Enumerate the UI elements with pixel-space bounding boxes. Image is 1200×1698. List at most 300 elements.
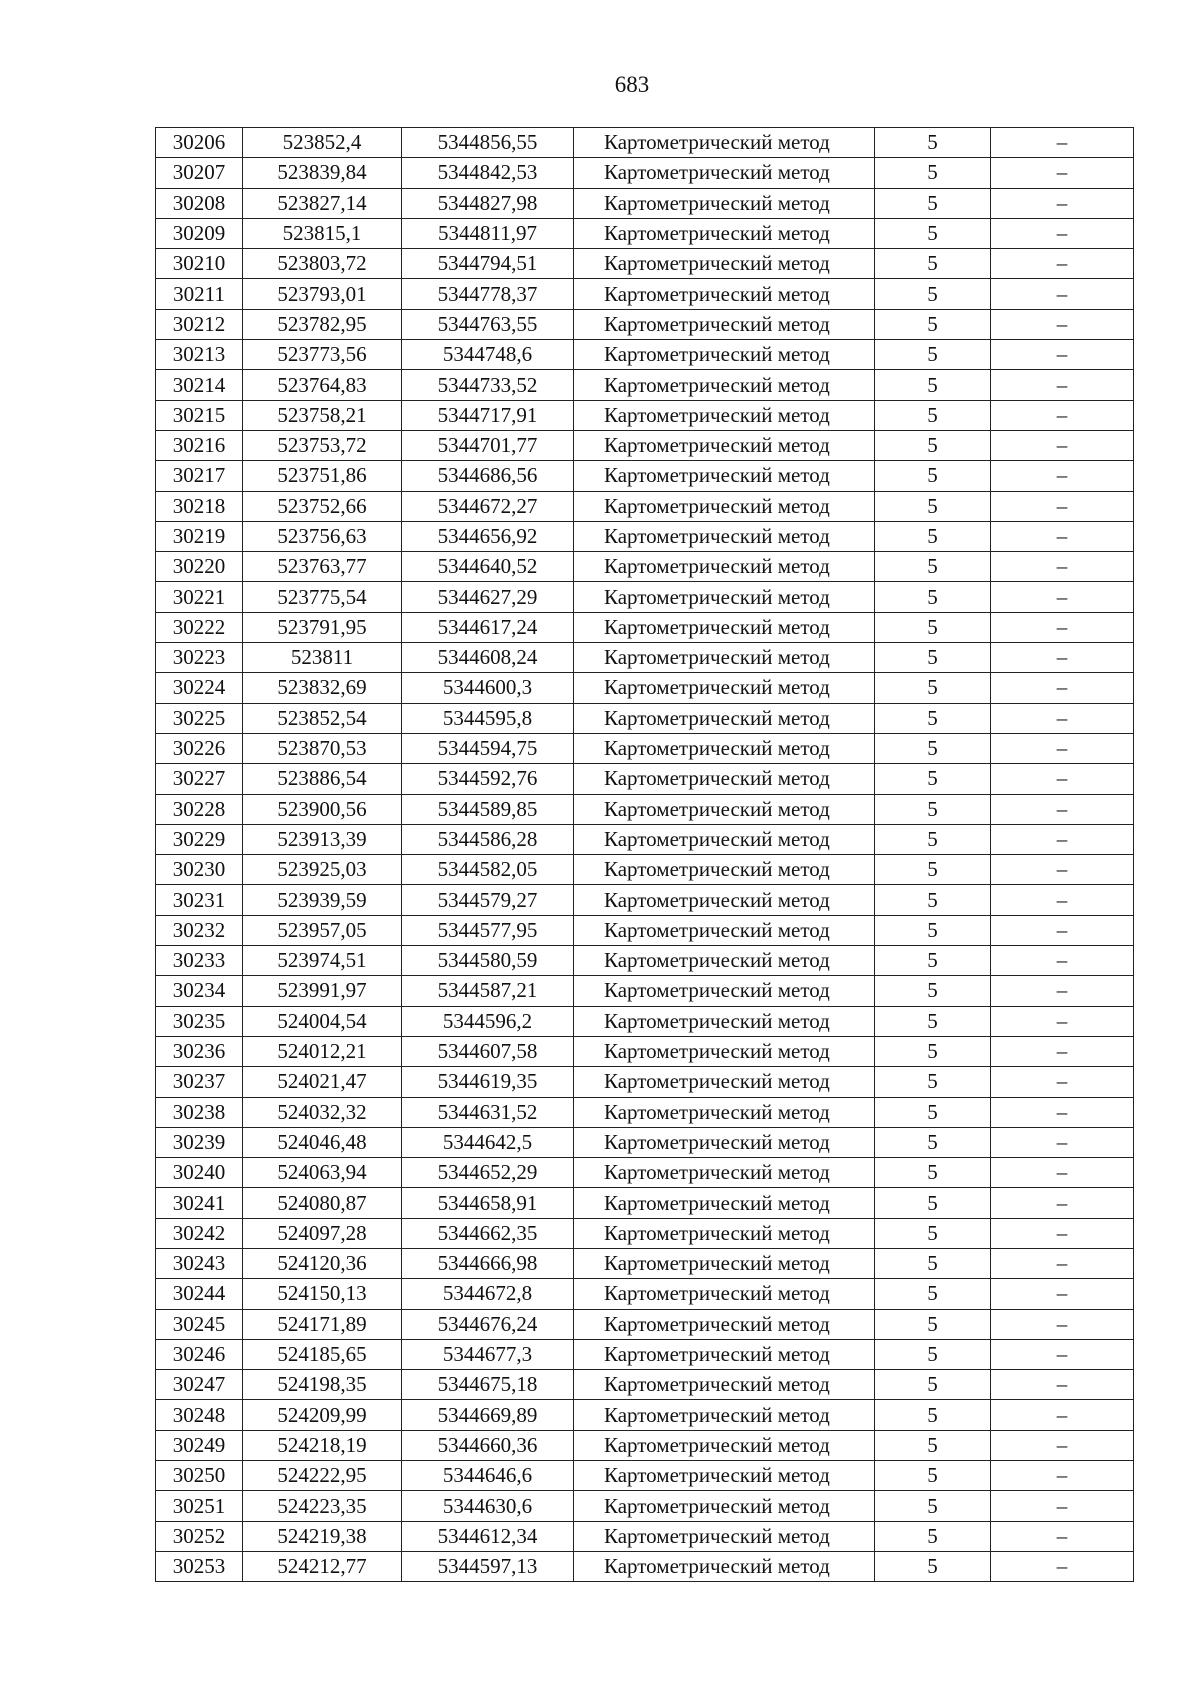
- table-row: [156, 1370, 1134, 1400]
- point-id-cell: 30226: [156, 733, 243, 763]
- method-cell: Картометрический метод: [574, 1400, 875, 1430]
- table-row: [156, 1521, 1134, 1551]
- note-cell: –: [991, 1036, 1134, 1066]
- accuracy-cell: 5: [875, 1067, 991, 1097]
- y-coordinate-cell: 5344586,28: [402, 824, 574, 854]
- x-coordinate-cell: 523758,21: [243, 400, 402, 430]
- table-row: [156, 673, 1134, 703]
- note-cell: –: [991, 733, 1134, 763]
- y-coordinate-cell: 5344630,6: [402, 1491, 574, 1521]
- y-coordinate-cell: 5344677,3: [402, 1339, 574, 1369]
- method-cell: Картометрический метод: [574, 158, 875, 188]
- accuracy-cell: 5: [875, 400, 991, 430]
- x-coordinate-cell: 524080,87: [243, 1188, 402, 1218]
- point-id-cell: 30245: [156, 1309, 243, 1339]
- table-row: [156, 733, 1134, 763]
- method-cell: Картометрический метод: [574, 1188, 875, 1218]
- note-cell: –: [991, 552, 1134, 582]
- x-coordinate-cell: 523803,72: [243, 249, 402, 279]
- point-id-cell: 30241: [156, 1188, 243, 1218]
- point-id-cell: 30229: [156, 824, 243, 854]
- method-cell: Картометрический метод: [574, 976, 875, 1006]
- point-id-cell: 30224: [156, 673, 243, 703]
- method-cell: Картометрический метод: [574, 188, 875, 218]
- table-row: [156, 218, 1134, 248]
- y-coordinate-cell: 5344597,13: [402, 1551, 574, 1581]
- x-coordinate-cell: 524171,89: [243, 1309, 402, 1339]
- x-coordinate-cell: 524209,99: [243, 1400, 402, 1430]
- point-id-cell: 30215: [156, 400, 243, 430]
- accuracy-cell: 5: [875, 1036, 991, 1066]
- note-cell: –: [991, 188, 1134, 218]
- x-coordinate-cell: 524097,28: [243, 1218, 402, 1248]
- x-coordinate-cell: 523991,97: [243, 976, 402, 1006]
- method-cell: Картометрический метод: [574, 218, 875, 248]
- y-coordinate-cell: 5344594,75: [402, 733, 574, 763]
- table-row: [156, 370, 1134, 400]
- table-row: [156, 400, 1134, 430]
- y-coordinate-cell: 5344580,59: [402, 946, 574, 976]
- note-cell: –: [991, 915, 1134, 945]
- y-coordinate-cell: 5344600,3: [402, 673, 574, 703]
- accuracy-cell: 5: [875, 915, 991, 945]
- x-coordinate-cell: 523791,95: [243, 612, 402, 642]
- point-id-cell: 30213: [156, 340, 243, 370]
- method-cell: Картометрический метод: [574, 552, 875, 582]
- x-coordinate-cell: 524219,38: [243, 1521, 402, 1551]
- accuracy-cell: 5: [875, 461, 991, 491]
- note-cell: –: [991, 612, 1134, 642]
- x-coordinate-cell: 523900,56: [243, 794, 402, 824]
- x-coordinate-cell: 524004,54: [243, 1006, 402, 1036]
- y-coordinate-cell: 5344595,8: [402, 703, 574, 733]
- table-row: [156, 1430, 1134, 1460]
- note-cell: –: [991, 128, 1134, 158]
- table-row: [156, 1218, 1134, 1248]
- note-cell: –: [991, 824, 1134, 854]
- point-id-cell: 30251: [156, 1491, 243, 1521]
- page-number: 683: [614, 72, 650, 97]
- note-cell: –: [991, 1006, 1134, 1036]
- note-cell: –: [991, 855, 1134, 885]
- point-id-cell: 30238: [156, 1097, 243, 1127]
- x-coordinate-cell: 523782,95: [243, 309, 402, 339]
- x-coordinate-cell: 523913,39: [243, 824, 402, 854]
- method-cell: Картометрический метод: [574, 1461, 875, 1491]
- method-cell: Картометрический метод: [574, 340, 875, 370]
- method-cell: Картометрический метод: [574, 279, 875, 309]
- method-cell: Картометрический метод: [574, 643, 875, 673]
- x-coordinate-cell: 523939,59: [243, 885, 402, 915]
- x-coordinate-cell: 523753,72: [243, 430, 402, 460]
- point-id-cell: 30214: [156, 370, 243, 400]
- point-id-cell: 30228: [156, 794, 243, 824]
- point-id-cell: 30233: [156, 946, 243, 976]
- accuracy-cell: 5: [875, 1400, 991, 1430]
- accuracy-cell: 5: [875, 1461, 991, 1491]
- accuracy-cell: 5: [875, 1521, 991, 1551]
- method-cell: Картометрический метод: [574, 1036, 875, 1066]
- y-coordinate-cell: 5344652,29: [402, 1158, 574, 1188]
- point-id-cell: 30232: [156, 915, 243, 945]
- table-row: [156, 461, 1134, 491]
- point-id-cell: 30219: [156, 521, 243, 551]
- accuracy-cell: 5: [875, 218, 991, 248]
- accuracy-cell: 5: [875, 643, 991, 673]
- accuracy-cell: 5: [875, 158, 991, 188]
- table-row: [156, 1097, 1134, 1127]
- accuracy-cell: 5: [875, 673, 991, 703]
- note-cell: –: [991, 1279, 1134, 1309]
- method-cell: Картометрический метод: [574, 855, 875, 885]
- accuracy-cell: 5: [875, 976, 991, 1006]
- point-id-cell: 30242: [156, 1218, 243, 1248]
- x-coordinate-cell: 523752,66: [243, 491, 402, 521]
- table-row: [156, 128, 1134, 158]
- method-cell: Картометрический метод: [574, 703, 875, 733]
- y-coordinate-cell: 5344666,98: [402, 1248, 574, 1278]
- accuracy-cell: 5: [875, 946, 991, 976]
- table-row: [156, 1491, 1134, 1521]
- y-coordinate-cell: 5344748,6: [402, 340, 574, 370]
- point-id-cell: 30250: [156, 1461, 243, 1491]
- accuracy-cell: 5: [875, 733, 991, 763]
- note-cell: –: [991, 1521, 1134, 1551]
- note-cell: –: [991, 1188, 1134, 1218]
- table-row: [156, 340, 1134, 370]
- accuracy-cell: 5: [875, 703, 991, 733]
- y-coordinate-cell: 5344672,8: [402, 1279, 574, 1309]
- point-id-cell: 30207: [156, 158, 243, 188]
- note-cell: –: [991, 643, 1134, 673]
- y-coordinate-cell: 5344656,92: [402, 521, 574, 551]
- note-cell: –: [991, 1430, 1134, 1460]
- x-coordinate-cell: 523811: [243, 643, 402, 673]
- table-row: [156, 1461, 1134, 1491]
- x-coordinate-cell: 523974,51: [243, 946, 402, 976]
- point-id-cell: 30217: [156, 461, 243, 491]
- note-cell: –: [991, 1370, 1134, 1400]
- table-row: [156, 885, 1134, 915]
- note-cell: –: [991, 1248, 1134, 1278]
- method-cell: Картометрический метод: [574, 582, 875, 612]
- x-coordinate-cell: 523957,05: [243, 915, 402, 945]
- accuracy-cell: 5: [875, 521, 991, 551]
- accuracy-cell: 5: [875, 1158, 991, 1188]
- table-row: [156, 855, 1134, 885]
- point-id-cell: 30221: [156, 582, 243, 612]
- note-cell: –: [991, 885, 1134, 915]
- accuracy-cell: 5: [875, 249, 991, 279]
- note-cell: –: [991, 1551, 1134, 1581]
- x-coordinate-cell: 524021,47: [243, 1067, 402, 1097]
- note-cell: –: [991, 703, 1134, 733]
- note-cell: –: [991, 1339, 1134, 1369]
- point-id-cell: 30222: [156, 612, 243, 642]
- accuracy-cell: 5: [875, 128, 991, 158]
- x-coordinate-cell: 524222,95: [243, 1461, 402, 1491]
- y-coordinate-cell: 5344701,77: [402, 430, 574, 460]
- table-row: [156, 249, 1134, 279]
- x-coordinate-cell: 524212,77: [243, 1551, 402, 1581]
- coordinates-table-body: [156, 128, 1134, 1582]
- y-coordinate-cell: 5344717,91: [402, 400, 574, 430]
- y-coordinate-cell: 5344617,24: [402, 612, 574, 642]
- method-cell: Картометрический метод: [574, 461, 875, 491]
- note-cell: –: [991, 1067, 1134, 1097]
- note-cell: –: [991, 279, 1134, 309]
- point-id-cell: 30220: [156, 552, 243, 582]
- accuracy-cell: 5: [875, 1006, 991, 1036]
- point-id-cell: 30212: [156, 309, 243, 339]
- accuracy-cell: 5: [875, 340, 991, 370]
- accuracy-cell: 5: [875, 309, 991, 339]
- y-coordinate-cell: 5344794,51: [402, 249, 574, 279]
- note-cell: –: [991, 430, 1134, 460]
- table-row: [156, 1279, 1134, 1309]
- method-cell: Картометрический метод: [574, 673, 875, 703]
- y-coordinate-cell: 5344608,24: [402, 643, 574, 673]
- method-cell: Картометрический метод: [574, 430, 875, 460]
- y-coordinate-cell: 5344778,37: [402, 279, 574, 309]
- method-cell: Картометрический метод: [574, 400, 875, 430]
- y-coordinate-cell: 5344596,2: [402, 1006, 574, 1036]
- accuracy-cell: 5: [875, 794, 991, 824]
- method-cell: Картометрический метод: [574, 612, 875, 642]
- accuracy-cell: 5: [875, 764, 991, 794]
- method-cell: Картометрический метод: [574, 794, 875, 824]
- point-id-cell: 30210: [156, 249, 243, 279]
- x-coordinate-cell: 523827,14: [243, 188, 402, 218]
- table-row: [156, 1006, 1134, 1036]
- point-id-cell: 30246: [156, 1339, 243, 1369]
- method-cell: Картометрический метод: [574, 1067, 875, 1097]
- point-id-cell: 30216: [156, 430, 243, 460]
- method-cell: Картометрический метод: [574, 1218, 875, 1248]
- table-row: [156, 946, 1134, 976]
- accuracy-cell: 5: [875, 582, 991, 612]
- accuracy-cell: 5: [875, 491, 991, 521]
- method-cell: Картометрический метод: [574, 1248, 875, 1278]
- y-coordinate-cell: 5344842,53: [402, 158, 574, 188]
- table-row: [156, 1158, 1134, 1188]
- note-cell: –: [991, 218, 1134, 248]
- method-cell: Картометрический метод: [574, 309, 875, 339]
- x-coordinate-cell: 523852,54: [243, 703, 402, 733]
- x-coordinate-cell: 523775,54: [243, 582, 402, 612]
- note-cell: –: [991, 370, 1134, 400]
- y-coordinate-cell: 5344607,58: [402, 1036, 574, 1066]
- y-coordinate-cell: 5344627,29: [402, 582, 574, 612]
- accuracy-cell: 5: [875, 430, 991, 460]
- note-cell: –: [991, 1158, 1134, 1188]
- x-coordinate-cell: 523839,84: [243, 158, 402, 188]
- method-cell: Картометрический метод: [574, 1158, 875, 1188]
- note-cell: –: [991, 521, 1134, 551]
- point-id-cell: 30252: [156, 1521, 243, 1551]
- x-coordinate-cell: 524150,13: [243, 1279, 402, 1309]
- table-row: [156, 794, 1134, 824]
- table-row: [156, 824, 1134, 854]
- x-coordinate-cell: 523815,1: [243, 218, 402, 248]
- accuracy-cell: 5: [875, 855, 991, 885]
- y-coordinate-cell: 5344811,97: [402, 218, 574, 248]
- method-cell: Картометрический метод: [574, 1521, 875, 1551]
- method-cell: Картометрический метод: [574, 1097, 875, 1127]
- accuracy-cell: 5: [875, 1218, 991, 1248]
- method-cell: Картометрический метод: [574, 733, 875, 763]
- method-cell: Картометрический метод: [574, 128, 875, 158]
- point-id-cell: 30209: [156, 218, 243, 248]
- y-coordinate-cell: 5344763,55: [402, 309, 574, 339]
- method-cell: Картометрический метод: [574, 885, 875, 915]
- table-row: [156, 1127, 1134, 1157]
- y-coordinate-cell: 5344675,18: [402, 1370, 574, 1400]
- note-cell: –: [991, 1127, 1134, 1157]
- note-cell: –: [991, 764, 1134, 794]
- accuracy-cell: 5: [875, 1491, 991, 1521]
- method-cell: Картометрический метод: [574, 491, 875, 521]
- x-coordinate-cell: 523832,69: [243, 673, 402, 703]
- method-cell: Картометрический метод: [574, 1370, 875, 1400]
- table-row: [156, 1551, 1134, 1581]
- note-cell: –: [991, 491, 1134, 521]
- table-row: [156, 612, 1134, 642]
- table-row: [156, 703, 1134, 733]
- method-cell: Картометрический метод: [574, 521, 875, 551]
- y-coordinate-cell: 5344660,36: [402, 1430, 574, 1460]
- accuracy-cell: 5: [875, 370, 991, 400]
- table-row: [156, 1339, 1134, 1369]
- x-coordinate-cell: 524120,36: [243, 1248, 402, 1278]
- x-coordinate-cell: 523852,4: [243, 128, 402, 158]
- accuracy-cell: 5: [875, 552, 991, 582]
- accuracy-cell: 5: [875, 188, 991, 218]
- y-coordinate-cell: 5344658,91: [402, 1188, 574, 1218]
- point-id-cell: 30218: [156, 491, 243, 521]
- table-row: [156, 552, 1134, 582]
- x-coordinate-cell: 524032,32: [243, 1097, 402, 1127]
- method-cell: Картометрический метод: [574, 1127, 875, 1157]
- accuracy-cell: 5: [875, 1188, 991, 1218]
- accuracy-cell: 5: [875, 1370, 991, 1400]
- point-id-cell: 30235: [156, 1006, 243, 1036]
- note-cell: –: [991, 1097, 1134, 1127]
- table-row: [156, 1309, 1134, 1339]
- note-cell: –: [991, 461, 1134, 491]
- point-id-cell: 30223: [156, 643, 243, 673]
- x-coordinate-cell: 523756,63: [243, 521, 402, 551]
- point-id-cell: 30249: [156, 1430, 243, 1460]
- x-coordinate-cell: 523870,53: [243, 733, 402, 763]
- note-cell: –: [991, 309, 1134, 339]
- y-coordinate-cell: 5344733,52: [402, 370, 574, 400]
- y-coordinate-cell: 5344827,98: [402, 188, 574, 218]
- point-id-cell: 30248: [156, 1400, 243, 1430]
- accuracy-cell: 5: [875, 1339, 991, 1369]
- y-coordinate-cell: 5344577,95: [402, 915, 574, 945]
- point-id-cell: 30239: [156, 1127, 243, 1157]
- method-cell: Картометрический метод: [574, 1491, 875, 1521]
- y-coordinate-cell: 5344592,76: [402, 764, 574, 794]
- table-row: [156, 1400, 1134, 1430]
- y-coordinate-cell: 5344646,6: [402, 1461, 574, 1491]
- point-id-cell: 30236: [156, 1036, 243, 1066]
- point-id-cell: 30231: [156, 885, 243, 915]
- point-id-cell: 30234: [156, 976, 243, 1006]
- note-cell: –: [991, 1218, 1134, 1248]
- x-coordinate-cell: 523764,83: [243, 370, 402, 400]
- note-cell: –: [991, 340, 1134, 370]
- point-id-cell: 30244: [156, 1279, 243, 1309]
- method-cell: Картометрический метод: [574, 1279, 875, 1309]
- y-coordinate-cell: 5344587,21: [402, 976, 574, 1006]
- note-cell: –: [991, 249, 1134, 279]
- table-row: [156, 915, 1134, 945]
- x-coordinate-cell: 523925,03: [243, 855, 402, 885]
- note-cell: –: [991, 1491, 1134, 1521]
- point-id-cell: 30211: [156, 279, 243, 309]
- y-coordinate-cell: 5344676,24: [402, 1309, 574, 1339]
- accuracy-cell: 5: [875, 1279, 991, 1309]
- method-cell: Картометрический метод: [574, 1551, 875, 1581]
- table-row: [156, 430, 1134, 460]
- accuracy-cell: 5: [875, 1551, 991, 1581]
- table-row: [156, 1188, 1134, 1218]
- y-coordinate-cell: 5344619,35: [402, 1067, 574, 1097]
- method-cell: Картометрический метод: [574, 946, 875, 976]
- accuracy-cell: 5: [875, 612, 991, 642]
- y-coordinate-cell: 5344856,55: [402, 128, 574, 158]
- table-row: [156, 1067, 1134, 1097]
- point-id-cell: 30237: [156, 1067, 243, 1097]
- note-cell: –: [991, 976, 1134, 1006]
- x-coordinate-cell: 524218,19: [243, 1430, 402, 1460]
- accuracy-cell: 5: [875, 1430, 991, 1460]
- y-coordinate-cell: 5344669,89: [402, 1400, 574, 1430]
- note-cell: –: [991, 1400, 1134, 1430]
- y-coordinate-cell: 5344672,27: [402, 491, 574, 521]
- table-row: [156, 279, 1134, 309]
- method-cell: Картометрический метод: [574, 824, 875, 854]
- y-coordinate-cell: 5344686,56: [402, 461, 574, 491]
- x-coordinate-cell: 523886,54: [243, 764, 402, 794]
- accuracy-cell: 5: [875, 824, 991, 854]
- point-id-cell: 30253: [156, 1551, 243, 1581]
- y-coordinate-cell: 5344589,85: [402, 794, 574, 824]
- x-coordinate-cell: 524063,94: [243, 1158, 402, 1188]
- table-row: [156, 158, 1134, 188]
- x-coordinate-cell: 524012,21: [243, 1036, 402, 1066]
- accuracy-cell: 5: [875, 1248, 991, 1278]
- point-id-cell: 30206: [156, 128, 243, 158]
- table-row: [156, 491, 1134, 521]
- note-cell: –: [991, 1461, 1134, 1491]
- y-coordinate-cell: 5344579,27: [402, 885, 574, 915]
- method-cell: Картометрический метод: [574, 1006, 875, 1036]
- method-cell: Картометрический метод: [574, 915, 875, 945]
- point-id-cell: 30247: [156, 1370, 243, 1400]
- y-coordinate-cell: 5344631,52: [402, 1097, 574, 1127]
- point-id-cell: 30227: [156, 764, 243, 794]
- y-coordinate-cell: 5344612,34: [402, 1521, 574, 1551]
- accuracy-cell: 5: [875, 1097, 991, 1127]
- table-row: [156, 582, 1134, 612]
- method-cell: Картометрический метод: [574, 764, 875, 794]
- note-cell: –: [991, 158, 1134, 188]
- method-cell: Картометрический метод: [574, 249, 875, 279]
- point-id-cell: 30240: [156, 1158, 243, 1188]
